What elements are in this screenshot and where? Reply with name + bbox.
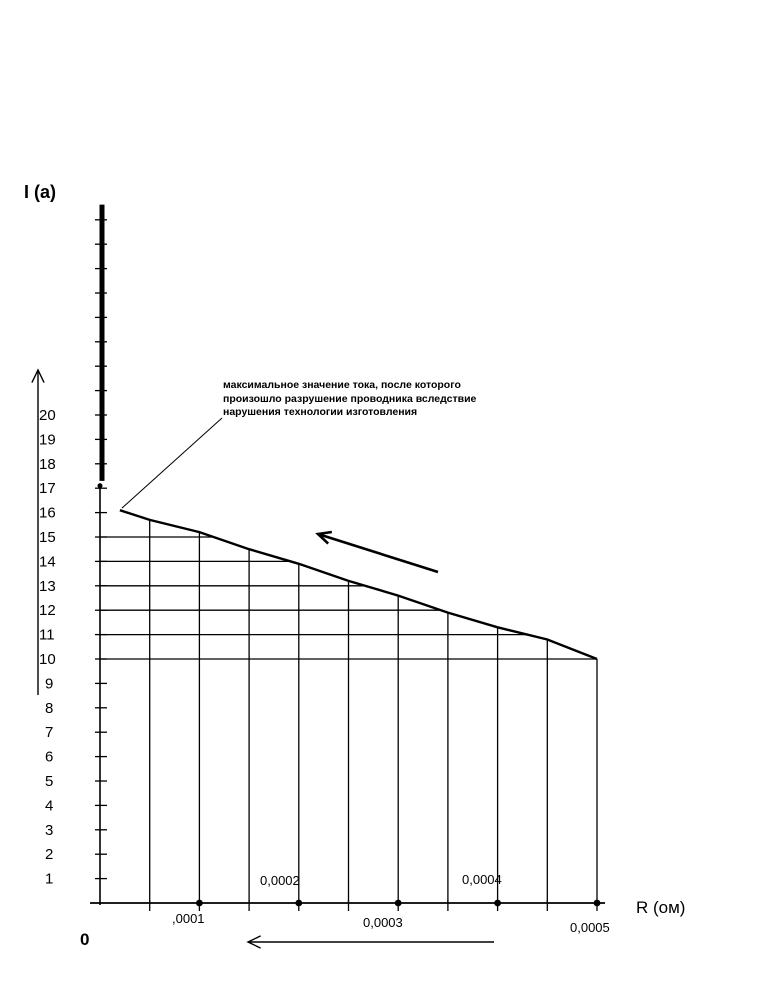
y-tick-label: 4 bbox=[45, 797, 54, 815]
y-tick-label: 16 bbox=[39, 504, 56, 522]
y-tick-label: 12 bbox=[39, 602, 56, 620]
y-tick-label: 10 bbox=[39, 651, 56, 668]
grid-lines bbox=[100, 520, 597, 903]
series-group bbox=[98, 205, 598, 659]
x-axis-title: R (ом) bbox=[636, 898, 686, 917]
x-tick-dot bbox=[594, 900, 601, 907]
series-line bbox=[120, 510, 597, 659]
annotation-line-3: нарушения технологии изготовления bbox=[223, 406, 418, 418]
y-tick-label: 14 bbox=[39, 553, 56, 571]
x-tick-label: ,0001 bbox=[172, 911, 205, 926]
y-tick-label: 3 bbox=[45, 821, 54, 839]
spike-base-dot bbox=[98, 483, 103, 488]
y-tick-label: 5 bbox=[45, 773, 54, 790]
x-tick-label: 0,0004 bbox=[462, 872, 502, 887]
y-tick-label: 1 bbox=[45, 870, 54, 888]
y-tick-label: 17 bbox=[39, 480, 56, 498]
y-tick-label: 6 bbox=[45, 748, 54, 766]
tick-marks bbox=[95, 220, 600, 911]
x-tick-dot bbox=[395, 900, 402, 907]
y-tick-label: 20 bbox=[39, 407, 56, 424]
y-tick-label: 19 bbox=[39, 431, 56, 449]
x-tick-dot bbox=[295, 900, 302, 907]
curve-direction-arrow bbox=[318, 534, 438, 572]
annotation-line-2: произошло разрушение проводника вследствие bbox=[223, 393, 477, 405]
x-tick-label: 0,0003 bbox=[363, 915, 403, 930]
origin-label: 0 bbox=[80, 930, 90, 949]
y-tick-label: 18 bbox=[39, 455, 56, 473]
y-axis-title: I (а) bbox=[24, 182, 57, 202]
x-tick-dot bbox=[196, 900, 203, 907]
y-tick-label: 9 bbox=[45, 675, 54, 693]
y-tick-label: 7 bbox=[45, 724, 54, 742]
y-tick-label: 2 bbox=[45, 846, 54, 864]
x-tick-label: 0,0005 bbox=[570, 920, 610, 935]
y-tick-label: 8 bbox=[45, 699, 54, 717]
y-tick-label: 13 bbox=[39, 577, 56, 595]
tick-labels bbox=[39, 407, 610, 935]
annotation-leader-line bbox=[122, 418, 222, 508]
x-tick-dot bbox=[494, 900, 501, 907]
axes bbox=[90, 488, 605, 905]
y-tick-label: 11 bbox=[39, 626, 55, 644]
y-tick-label: 15 bbox=[39, 529, 56, 546]
x-tick-label: 0,0002 bbox=[260, 873, 300, 888]
annotation-line-1: максимальное значение тока, после которого bbox=[223, 379, 461, 391]
